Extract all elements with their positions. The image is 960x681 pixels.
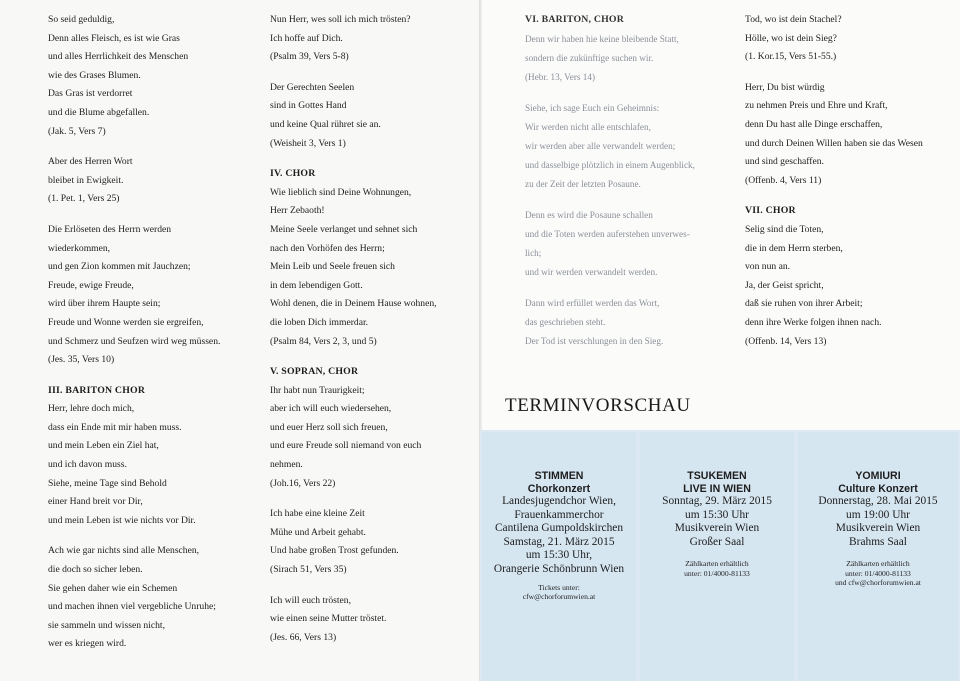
event-box — [640, 432, 794, 681]
ticket-phone: unter: 01/4000-81133 — [684, 568, 750, 578]
text-line: und wir werden verwandelt werden. — [525, 266, 658, 277]
text-line: sie sammeln und wissen nicht, — [48, 619, 165, 631]
text-line: wiederkommen, — [48, 242, 111, 254]
text-line: Wir werden nicht alle entschlafen, — [525, 121, 651, 132]
ticket-info: Zählkarten erhältlich — [846, 559, 910, 569]
text-line: in dem lebendigen Gott. — [270, 279, 363, 291]
spacer — [525, 194, 740, 206]
text-line: bleibet in Ewigkeit. — [48, 174, 124, 186]
event-time: um 19:00 Uhr — [846, 508, 910, 521]
event-date: Donnerstag, 28. Mai 2015 — [818, 495, 938, 507]
event-subtitle: LIVE IN WIEN — [683, 482, 751, 495]
event-time: um 15:30 Uhr, — [525, 549, 593, 562]
text-line: nach den Vorhöfen des Herrn; — [270, 242, 385, 254]
text-line: Mein Leib und Seele freuen sich — [270, 261, 395, 273]
spacer — [525, 87, 740, 99]
text-line: und durch Deinen Willen haben sie das Wesen — [745, 137, 923, 149]
spacer — [48, 370, 248, 382]
text-line: Sie gehen daher wie ein Schemen — [48, 582, 178, 594]
text-line: und dasselbige plötzlich in einem Augenblick, — [525, 159, 695, 170]
text-line: Ja, der Geist spricht, — [745, 279, 824, 291]
text-line: Ich habe eine kleine Zeit — [270, 508, 365, 520]
text-line: Siehe, meine Tage sind Behold — [48, 477, 167, 489]
event-title: STIMMEN — [534, 470, 584, 482]
text-line: und die Blume abgefallen. — [48, 106, 150, 118]
text-line: Der Gerechten Seelen — [270, 81, 355, 93]
ticket-phone: unter: 01/4000-81133 — [845, 568, 911, 578]
text-line: sondern die zukünftige suchen wir. — [525, 52, 654, 63]
text-line: Aber des Herren Wort — [48, 156, 133, 168]
spacer — [270, 351, 475, 363]
text-line: zu der Zeit der letzten Posaune. — [525, 178, 641, 189]
event-title: TSUKEMEN — [687, 470, 747, 482]
text-line: (Weisheit 3, Vers 1) — [270, 137, 346, 149]
spacer — [745, 190, 950, 202]
section-heading: IV. CHOR — [270, 168, 316, 180]
text-line: dass ein Ende mit mir haben muss. — [48, 421, 182, 433]
text-line: Denn es wird die Posaune schallen — [525, 209, 653, 220]
text-line: Der Tod ist verschlungen in den Sieg. — [525, 335, 664, 346]
text-line: und alles Herrlichkeit des Menschen — [48, 51, 189, 63]
text-line: Freude, ewige Freude, — [48, 279, 134, 291]
event-date: Samstag, 21. März 2015 — [503, 535, 615, 548]
text-line: sind in Gottes Hand — [270, 100, 347, 112]
text-line: Herr, Du bist würdig — [745, 81, 825, 93]
text-line: die loben Dich immerdar. — [270, 316, 369, 328]
text-line: wie einen seine Mutter tröstet. — [270, 613, 387, 625]
text-line: Herr Zebaoth! — [270, 205, 325, 217]
text-line: und ich davon muss. — [48, 459, 127, 471]
text-line: Selig sind die Toten, — [745, 223, 824, 235]
text-line: Das Gras ist verdorret — [48, 88, 133, 100]
spacer — [270, 493, 475, 505]
text-line: Ihr habt nun Traurigkeit; — [270, 384, 365, 396]
text-line: und eure Freude soll niemand von euch — [270, 440, 422, 452]
text-line: und sind geschaffen. — [745, 156, 824, 168]
section-heading: III. BARITON CHOR — [48, 384, 146, 396]
text-line: (Jes. 66, Vers 13) — [270, 631, 337, 643]
text-line: Hölle, wo ist dein Sieg? — [745, 32, 837, 44]
event-line: Cantilena Gumpoldskirchen — [494, 522, 624, 535]
text-line: Meine Seele verlanget und sehnet sich — [270, 223, 418, 235]
text-line: Ich will euch trösten, — [270, 594, 351, 606]
text-line: Freude und Wonne werden sie ergreifen, — [48, 316, 204, 328]
spacer — [525, 282, 740, 294]
spacer — [48, 209, 248, 221]
text-line: die in dem Herrn sterben, — [745, 242, 843, 254]
text-column-2 — [270, 11, 475, 647]
text-line: lich; — [525, 247, 542, 258]
text-line: denn Du hast alle Dinge erschaffen, — [745, 118, 883, 130]
event-subtitle: Culture Konzert — [838, 482, 918, 495]
event-line: Frauenkammerchor — [514, 508, 604, 521]
text-line: und machen ihnen viel vergebliche Unruhe; — [48, 601, 216, 613]
text-line: und gen Zion kommen mit Jauchzen; — [48, 261, 191, 273]
text-line: (Psalm 39, Vers 5-8) — [270, 51, 349, 63]
event-subtitle: Chorkonzert — [527, 482, 591, 495]
text-line: Herr, lehre doch mich, — [48, 403, 135, 415]
text-line: wer es kriegen wird. — [48, 638, 127, 650]
text-line: wird über ihrem Haupte sein; — [48, 298, 161, 310]
text-line: (Jes. 35, Vers 10) — [48, 354, 115, 366]
spacer — [270, 153, 475, 165]
event-hall: Brahms Saal — [849, 535, 907, 548]
text-line: (Joh.16, Vers 22) — [270, 477, 336, 489]
event-date: Sonntag, 29. März 2015 — [662, 495, 772, 507]
section-heading: VII. CHOR — [745, 205, 796, 217]
text-line: und mein Leben ist wie nichts vor Dir. — [48, 514, 196, 526]
text-line: und euer Herz soll sich freuen, — [270, 421, 388, 433]
text-column-3 — [525, 11, 740, 351]
section-heading: V. SOPRAN, CHOR — [270, 366, 359, 378]
event-line: Landesjugendchor Wien, — [502, 495, 616, 507]
text-line: denn ihre Werke folgen ihnen nach. — [745, 316, 882, 328]
text-line: Die Erlöseten des Herrn werden — [48, 223, 172, 235]
spacer — [270, 67, 475, 79]
text-line: Denn wir haben hie keine bleibende Statt, — [525, 33, 679, 44]
spacer — [48, 141, 248, 153]
text-line: das geschrieben steht. — [525, 316, 606, 327]
event-time: um 15:30 Uhr — [685, 508, 749, 521]
text-line: (1. Pet. 1, Vers 25) — [48, 193, 120, 205]
text-line: und Schmerz und Seufzen wird weg müssen. — [48, 335, 221, 347]
text-line: nehmen. — [270, 459, 303, 471]
event-venue: Orangerie Schönbrunn Wien — [493, 562, 625, 575]
text-line: Und habe großen Trost gefunden. — [270, 545, 399, 557]
event-box — [482, 432, 636, 681]
text-line: zu nehmen Preis und Ehre und Kraft, — [745, 100, 888, 112]
text-column-1 — [48, 11, 248, 654]
text-line: daß sie ruhen von ihrer Arbeit; — [745, 298, 863, 310]
text-line: Wohl denen, die in Deinem Hause wohnen, — [270, 298, 437, 310]
event-venue: Musikverein Wien — [835, 522, 921, 535]
text-line: Dann wird erfüllet werden das Wort, — [525, 297, 660, 308]
ticket-email[interactable]: cfw@chorforumwien.at — [522, 591, 596, 601]
text-column-4 — [745, 11, 950, 351]
text-line: und keine Qual rühret sie an. — [270, 118, 381, 130]
text-line: So seid geduldig, — [48, 14, 115, 25]
ticket-info: Tickets unter: — [538, 582, 580, 592]
spacer — [270, 580, 475, 592]
text-line: einer Hand breit vor Dir, — [48, 496, 143, 508]
text-line: wir werden aber alle verwandelt werden; — [525, 140, 676, 151]
text-line: von nun an. — [745, 261, 791, 273]
text-line: (Hebr. 13, Vers 14) — [525, 71, 595, 82]
text-line: (Psalm 84, Vers 2, 3, und 5) — [270, 335, 377, 347]
text-line: (Jak. 5, Vers 7) — [48, 125, 106, 137]
event-box — [798, 432, 958, 681]
text-line: (Offenb. 14, Vers 13) — [745, 335, 827, 347]
text-line: aber ich will euch wiedersehen, — [270, 403, 392, 415]
section-heading: VI. BARITON, CHOR — [525, 14, 625, 25]
text-line: (1. Kor.15, Vers 51-55.) — [745, 51, 837, 63]
event-hall: Großer Saal — [689, 535, 745, 548]
text-line: Denn alles Fleisch, es ist wie Gras — [48, 32, 180, 44]
text-line: Tod, wo ist dein Stachel? — [745, 14, 842, 25]
text-line: wie des Grases Blumen. — [48, 69, 141, 81]
text-line: die doch so sicher leben. — [48, 564, 143, 576]
spacer — [745, 67, 950, 79]
spacer — [48, 530, 248, 542]
text-line: Wie lieblich sind Deine Wohnungen, — [270, 186, 412, 198]
text-line: (Offenb. 4, Vers 11) — [745, 174, 822, 186]
text-line: Ach wie gar nichts sind alle Menschen, — [48, 545, 200, 557]
text-line: Mühe und Arbeit gehabt. — [270, 526, 366, 538]
ticket-info: Zählkarten erhältlich — [685, 559, 749, 569]
event-venue: Musikverein Wien — [674, 522, 760, 535]
event-title: YOMIURI — [855, 470, 901, 482]
text-line: (Sirach 51, Vers 35) — [270, 564, 347, 576]
text-line: Nun Herr, wes soll ich mich trösten? — [270, 14, 411, 25]
text-line: und mein Leben ein Ziel hat, — [48, 440, 159, 452]
ticket-email[interactable]: und cfw@chorforumwien.at — [835, 577, 921, 587]
text-line: Ich hoffe auf Dich. — [270, 32, 343, 44]
text-line: Siehe, ich sage Euch ein Geheimnis: — [525, 102, 660, 113]
text-line: und die Toten werden auferstehen unverwes- — [525, 228, 690, 239]
termin-heading: TERMINVORSCHAU — [505, 395, 691, 416]
